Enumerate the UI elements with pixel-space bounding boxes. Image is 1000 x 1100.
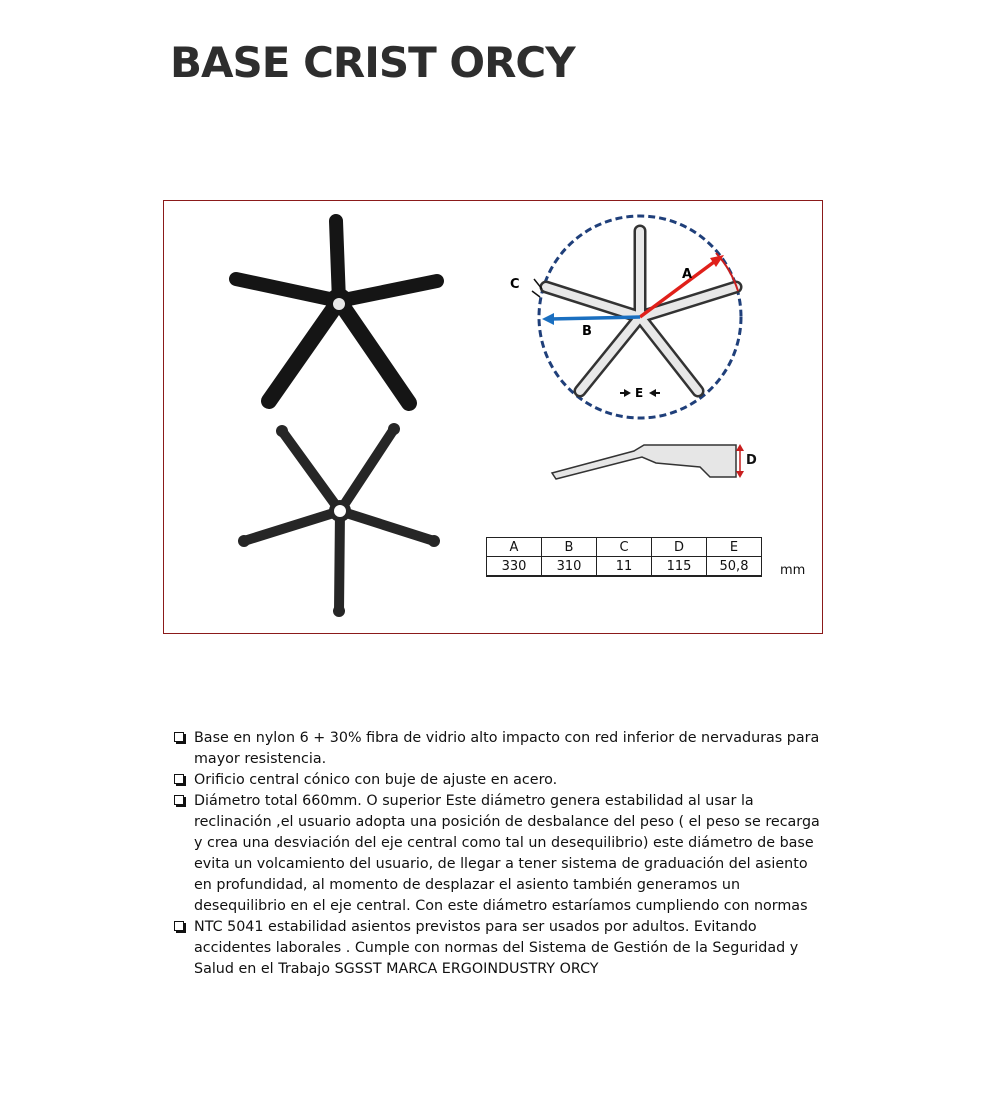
- table-value-cell: 11: [597, 557, 652, 577]
- list-item-text: Base en nylon 6 + 30% fibra de vidrio alto impacto con red inferior de nervaduras para mayor resistencia.: [194, 730, 820, 767]
- table-value-cell: 310: [542, 557, 597, 577]
- table-header-cell: A: [487, 538, 542, 557]
- table-header-cell: D: [652, 538, 707, 557]
- checkbox-bullet-icon: [174, 795, 184, 805]
- list-item-text: Diámetro total 660mm. O superior Este diámetro genera estabilidad al usar la reclinación ,el usuario adopta una posición de desbalance del peso ( el peso se recarga y crea una desviación del eje central como tal un desequilibrio) este diámetro de base evita un volcamiento del usuario, de llegar a tener sistema de graduación del asiento en profundidad, al momento de desplazar el asiento también generamos un desequilibrio en el eje central. Con este diámetro estaríamos cumpliendo con normas: [194, 793, 820, 914]
- label-c: C: [510, 277, 520, 292]
- arrow-b: [550, 317, 640, 319]
- label-d: D: [746, 453, 757, 468]
- list-item: [174, 791, 824, 917]
- table-values-row: [487, 557, 762, 577]
- table-header-cell: C: [597, 538, 652, 557]
- base-perspective-photo: [236, 221, 437, 403]
- table-value-cell: 50,8: [707, 557, 762, 577]
- list-item: [174, 917, 824, 980]
- base-top-view-diagram: [510, 216, 741, 418]
- table-header-row: [487, 538, 762, 557]
- table-header-cell: B: [542, 538, 597, 557]
- unit-label: mm: [780, 563, 806, 578]
- label-e: E: [635, 386, 644, 400]
- checkbox-bullet-icon: [174, 774, 184, 784]
- base-side-view-diagram: [552, 444, 757, 479]
- document-title: BASE CRIST ORCY: [170, 38, 575, 87]
- label-a: A: [682, 267, 693, 282]
- base-underside-photo: [238, 423, 440, 617]
- label-b: B: [582, 324, 592, 339]
- table-value-cell: 115: [652, 557, 707, 577]
- list-item: [174, 728, 824, 770]
- dimensions-table: [486, 537, 762, 577]
- table-value-cell: 330: [487, 557, 542, 577]
- feature-list: [174, 728, 824, 980]
- list-item-text: NTC 5041 estabilidad asientos previstos para ser usados por adultos. Evitando accidentes laborales . Cumple con normas del Sistema de Gestión de la Seguridad y Salud en el Trabajo SGSST MARCA ERGOINDUSTRY ORCY: [194, 919, 799, 977]
- list-item: [174, 770, 824, 791]
- table-header-cell: E: [707, 538, 762, 557]
- list-item-text: Orificio central cónico con buje de ajuste en acero.: [194, 772, 558, 788]
- product-figure: [163, 200, 823, 634]
- checkbox-bullet-icon: [174, 921, 184, 931]
- checkbox-bullet-icon: [174, 732, 184, 742]
